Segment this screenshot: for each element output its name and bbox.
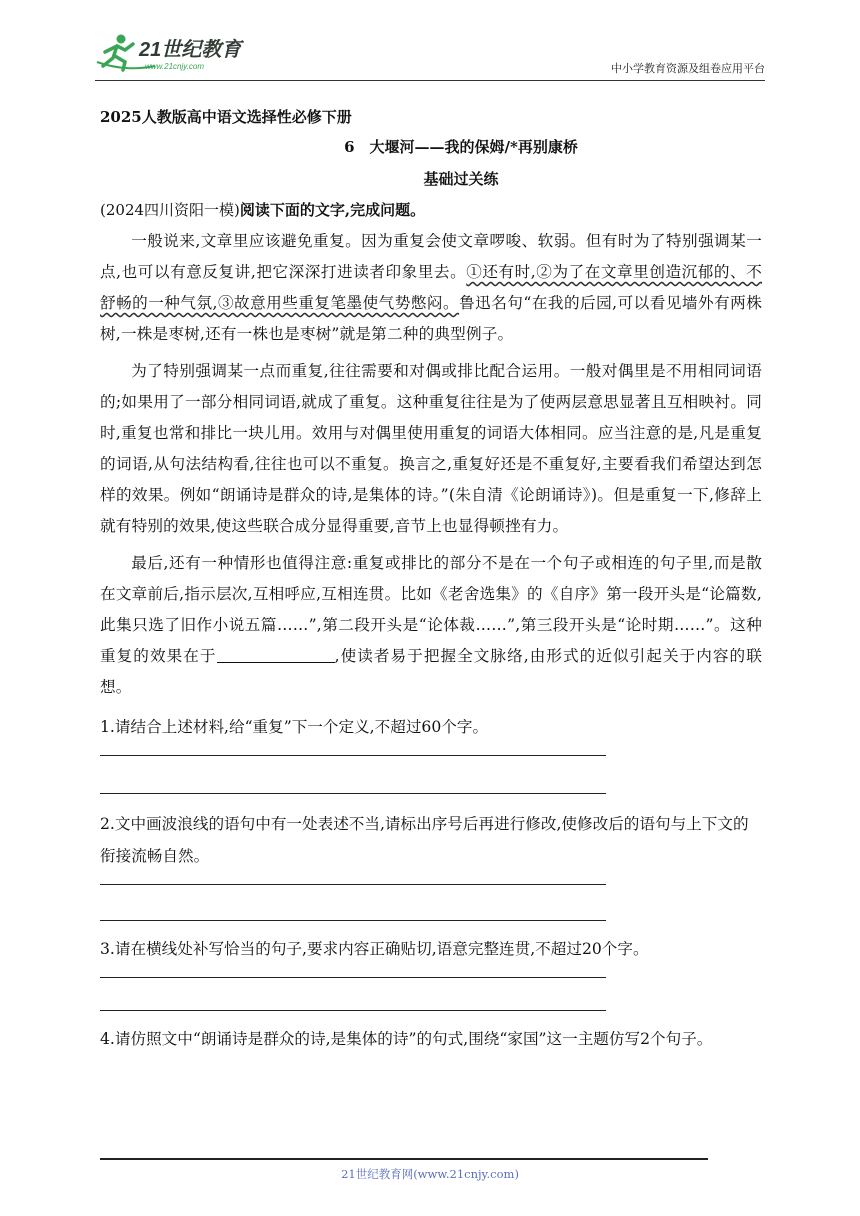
question-instruction: 阅读下面的文字,完成问题。 — [239, 201, 426, 219]
question-4: 4.请仿照文中“朗诵诗是群众的诗,是集体的诗”的句式,围绕“家国”这一主题仿写2个句子。 — [100, 1030, 713, 1048]
fill-in-blank[interactable] — [217, 644, 335, 663]
answer-line-1a[interactable] — [100, 755, 606, 756]
page-header — [95, 28, 765, 81]
page-footer: 21世纪教育网(www.21cnjy.com) — [341, 1167, 519, 1181]
lesson-title: 6 大堰河——我的保姆/*再别康桥 — [344, 138, 578, 156]
book-title: 2025人教版高中语文选择性必修下册 — [100, 108, 352, 126]
wavy-underlined-sentence: ①还有时,②为了在文章里创造沉郁的、不舒畅的一种气氛,③故意用些重复笔墨使气势憋闷。 — [100, 263, 762, 312]
answer-line-1b[interactable] — [100, 793, 606, 794]
logo-text: 21世纪教育 — [139, 39, 242, 61]
p1-text-after: 鲁迅名句“在我的后园,可以看见墙外有两株树,一株是枣树,还有一株也是枣树”就是第二种的典型例子。 — [100, 294, 762, 343]
question-source: (2024四川资阳一模) — [100, 201, 240, 219]
runner-head-icon — [117, 35, 126, 44]
logo-url: www.21cnjy.com — [145, 62, 204, 71]
answer-line-3a[interactable] — [100, 977, 606, 978]
question-2: 2.文中画波浪线的语句中有一处表述不当,请标出序号后再进行修改,使修改后的语句与上下文的衔接流畅自然。 — [100, 815, 749, 865]
p3-text-before: 最后,还有一种情形也值得注意:重复或排比的部分不是在一个句子或相连的句子里,而是散在文章前后,指示层次,互相呼应,互相连贯。比如《老舍选集》的《自序》第一段开头是“论篇数,此集只选了旧作小说五篇……”,第二段开头是“论体裁……”,第三段开头是“论时期……”。这种重复的效果在于 — [100, 554, 762, 665]
passage-paragraph-2: 为了特别强调某一点而重复,往往需要和对偶或排比配合运用。一般对偶里是不用相同词语的;如果用了一部分相同词语,就成了重复。这种重复往往是为了使两层意思显著且互相映衬。同时,重复也常和排比一块儿用。效用与对偶里使用重复的词语大体相同。应当注意的是,凡是重复的词语,从句法结构看,往往也可以不重复。换言之,重复好还是不重复好,主要看我们希望达到怎样的效果。例如“朗诵诗是群众的诗,是集体的诗。”(朱自清《论朗诵诗》)。但是重复一下,修辞上就有特别的效果,使这些联合成分显得重要,音节上也显得顿挫有力。 — [100, 362, 762, 535]
answer-line-3b[interactable] — [100, 1010, 606, 1011]
answer-line-2a[interactable] — [100, 884, 606, 885]
question-1: 1.请结合上述材料,给“重复”下一个定义,不超过60个字。 — [100, 718, 489, 736]
passage-paragraph-1 — [100, 226, 762, 350]
site-logo — [95, 32, 265, 74]
document-body — [100, 104, 762, 1055]
p1-text-before: 一般说来,文章里应该避免重复。因为重复会使文章啰唆、软弱。但有时为了特别强调某一点,也可以有意反复讲,把它深深打进读者印象里去。 — [100, 232, 762, 281]
section-title: 基础过关练 — [423, 170, 499, 188]
p3-text-after: ,使读者易于把握全文脉络,由形式的近似引起关于内容的联想。 — [100, 647, 762, 696]
answer-line-4[interactable] — [100, 1158, 708, 1160]
question-3: 3.请在横线处补写恰当的句子,要求内容正确贴切,语意完整连贯,不超过20个字。 — [100, 940, 649, 958]
passage-paragraph-3 — [100, 548, 762, 703]
answer-line-2b[interactable] — [100, 920, 606, 921]
question-intro — [100, 194, 762, 226]
platform-name: 中小学教育资源及组卷应用平台 — [611, 62, 765, 75]
